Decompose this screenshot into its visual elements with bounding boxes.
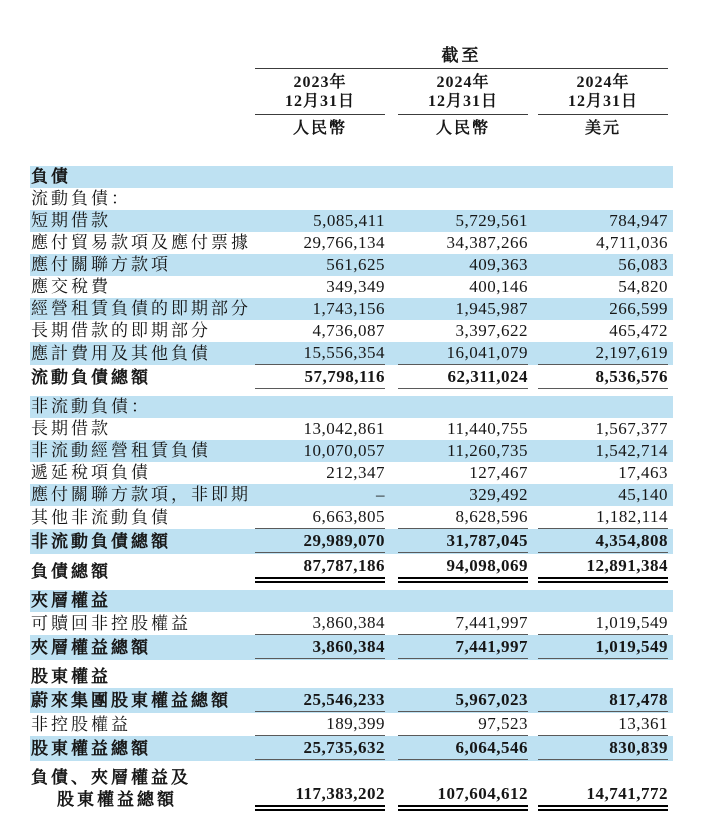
row-label-text: 短期借款: [31, 211, 111, 230]
value-2024-rmb: 6,064,546: [398, 737, 528, 760]
value-2024-rmb: 97,523: [398, 713, 528, 736]
row-label: [30, 418, 255, 440]
value-2024-usd: 1,019,549: [538, 612, 668, 635]
value-2024-rmb: 107,604,612: [398, 783, 528, 811]
row-label-text: 其他非流動負債: [31, 508, 171, 527]
row-label: [30, 320, 255, 342]
table-row: [30, 590, 673, 612]
currency-label-rmb-2023: 人民幣: [292, 120, 347, 137]
value-2024-usd: 45,140: [618, 485, 668, 504]
value-2024-usd: 266,599: [609, 299, 668, 318]
table-row: [30, 188, 673, 210]
table-row: [30, 440, 673, 462]
table-row: [30, 320, 673, 342]
row-label-text: 股東權益: [31, 667, 111, 686]
table-row: [30, 713, 673, 736]
liabilities-equity-table: [30, 166, 673, 812]
row-label: [30, 590, 255, 612]
table-row: [30, 418, 673, 440]
value-2023-rmb: 87,787,186: [255, 555, 385, 583]
value-2024-rmb: 329,492: [469, 485, 528, 504]
table-row: [30, 666, 673, 688]
table-header: [255, 46, 668, 140]
value-2024-usd: 13,361: [538, 713, 668, 736]
value-2024-rmb: 1,945,987: [455, 299, 528, 318]
row-label-text: 非流動負債：: [31, 397, 151, 416]
row-label-text: 夾層權益總額: [31, 638, 151, 657]
value-2023-rmb: 189,399: [255, 713, 385, 736]
row-label: [30, 343, 255, 365]
table-row: [30, 529, 673, 554]
row-label-text: 夾層權益: [31, 591, 111, 610]
currency-label-rmb-2024: 人民幣: [435, 120, 490, 137]
row-label-text: 負債、夾層權益及: [31, 768, 191, 787]
row-label-text: 應付貿易款項及應付票據: [31, 233, 251, 252]
row-label-text: 負債總額: [31, 562, 111, 581]
row-label-text: 應付關聯方款項: [31, 255, 171, 274]
currency-label-usd-2024: 美元: [584, 120, 621, 137]
table-row: [30, 232, 673, 254]
value-2024-rmb: 34,387,266: [446, 233, 528, 252]
table-row: [30, 462, 673, 484]
value-2024-usd: 4,711,036: [596, 233, 668, 252]
row-label-text: 應付關聯方款項，非即期: [31, 485, 251, 504]
value-2024-usd: 784,947: [609, 211, 668, 230]
value-2024-rmb: 5,967,023: [398, 689, 528, 712]
value-2023-rmb: 4,736,087: [312, 321, 385, 340]
row-label: [30, 613, 255, 635]
row-label: [30, 666, 255, 688]
row-label: [30, 232, 255, 254]
value-2024-usd: 54,820: [618, 277, 668, 296]
row-label: [30, 396, 255, 418]
row-label: [30, 767, 255, 811]
row-label-text: 非流動負債總額: [31, 532, 171, 551]
value-2023-rmb: 25,546,233: [255, 689, 385, 712]
row-label-text: 可贖回非控股權益: [31, 614, 191, 633]
row-label: [30, 276, 255, 298]
value-2024-rmb: 7,441,997: [398, 636, 528, 659]
value-2024-usd: 17,463: [618, 463, 668, 482]
value-2024-usd: 14,741,772: [538, 783, 668, 811]
row-label: [30, 440, 255, 462]
row-label-text: 非流動經營租賃負債: [31, 441, 211, 460]
row-label: [30, 254, 255, 276]
value-2023-rmb: 3,860,384: [255, 636, 385, 659]
value-2023-rmb: 29,766,134: [303, 233, 385, 252]
col-header-2023-rmb-date: 2023年 12月31日: [255, 73, 385, 115]
value-2024-rmb: 16,041,079: [398, 342, 528, 365]
row-label-text: 流動負債總額: [31, 368, 151, 387]
value-2023-rmb: 29,989,070: [255, 530, 385, 553]
row-label: [30, 210, 255, 232]
table-row: [30, 688, 673, 713]
value-2024-usd: 4,354,808: [538, 530, 668, 553]
row-label: [30, 738, 255, 760]
value-2024-rmb: 409,363: [469, 255, 528, 274]
row-label-text: 應計費用及其他負債: [31, 344, 211, 363]
row-label: [30, 561, 255, 583]
value-2023-rmb: 1,743,156: [312, 299, 385, 318]
table-row: [30, 612, 673, 635]
value-2023-rmb: 117,383,202: [255, 783, 385, 811]
row-label: [30, 188, 255, 210]
row-label-text: 流動負債：: [31, 189, 131, 208]
table-row: [30, 298, 673, 320]
table-row: [30, 736, 673, 761]
value-2024-rmb: 5,729,561: [455, 211, 528, 230]
table-row: [30, 365, 673, 390]
row-label: [30, 298, 255, 320]
row-label: [30, 714, 255, 736]
value-2024-usd: 830,839: [538, 737, 668, 760]
value-2024-usd: 1,019,549: [538, 636, 668, 659]
table-row: [30, 342, 673, 365]
value-2024-rmb: 11,260,735: [447, 441, 528, 460]
value-2024-usd: 56,083: [618, 255, 668, 274]
value-2023-rmb: 13,042,861: [303, 419, 385, 438]
row-label: [30, 462, 255, 484]
row-label-text: 蔚來集團股東權益總額: [31, 691, 231, 710]
table-row: [30, 276, 673, 298]
value-2023-rmb: –: [376, 485, 385, 504]
value-2024-usd: 1,542,714: [595, 441, 668, 460]
value-2023-rmb: 10,070,057: [303, 441, 385, 460]
row-label: [30, 484, 255, 506]
value-2023-rmb: 3,860,384: [255, 612, 385, 635]
row-label-text: 遞延稅項負債: [31, 463, 151, 482]
table-row: [30, 484, 673, 506]
row-label-text: 長期借款: [31, 419, 111, 438]
value-2024-usd: 1,182,114: [538, 506, 668, 529]
as-of-label: 截至: [255, 46, 668, 69]
col-header-2024-usd-date: 2024年 12月31日: [538, 73, 668, 115]
table-row: [30, 166, 673, 188]
currency-header-row: [255, 115, 668, 140]
value-2024-rmb: 127,467: [469, 463, 528, 482]
table-row: [30, 396, 673, 418]
table-row: [30, 210, 673, 232]
value-2024-rmb: 400,146: [469, 277, 528, 296]
value-2023-rmb: 25,735,632: [255, 737, 385, 760]
row-label-text: 非控股權益: [31, 715, 131, 734]
date-header-row: [255, 69, 668, 115]
table-row: [30, 554, 673, 584]
value-2024-rmb: 11,440,755: [447, 419, 528, 438]
row-label-text: 經營租賃負債的即期部分: [31, 299, 251, 318]
value-2024-usd: 817,478: [538, 689, 668, 712]
value-2023-rmb: 6,663,805: [255, 506, 385, 529]
row-label: [30, 367, 255, 389]
value-2023-rmb: 15,556,354: [255, 342, 385, 365]
value-2023-rmb: 561,625: [326, 255, 385, 274]
table-row: [30, 767, 673, 812]
value-2024-rmb: 31,787,045: [398, 530, 528, 553]
value-2024-rmb: 3,397,622: [455, 321, 528, 340]
row-label: [30, 637, 255, 659]
value-2023-rmb: 212,347: [326, 463, 385, 482]
value-2024-rmb: 7,441,997: [398, 612, 528, 635]
col-header-2024-rmb-date: 2024年 12月31日: [398, 73, 528, 115]
row-label-text: 應交稅費: [31, 277, 111, 296]
value-2024-usd: 1,567,377: [595, 419, 668, 438]
row-label-text-line2: 股東權益總額: [57, 790, 177, 809]
row-label: [30, 507, 255, 529]
row-label-text: 負債: [31, 167, 71, 186]
row-label-text: 股東權益總額: [31, 739, 151, 758]
value-2024-usd: 465,472: [609, 321, 668, 340]
value-2023-rmb: 349,349: [326, 277, 385, 296]
table-row: [30, 506, 673, 529]
row-label-text: 長期借款的即期部分: [31, 321, 211, 340]
value-2024-rmb: 8,628,596: [398, 506, 528, 529]
value-2023-rmb: 5,085,411: [313, 211, 385, 230]
value-2024-usd: 2,197,619: [538, 342, 668, 365]
value-2024-rmb: 62,311,024: [398, 366, 528, 389]
value-2024-usd: 12,891,384: [538, 555, 668, 583]
table-row: [30, 635, 673, 660]
row-label: [30, 531, 255, 553]
value-2024-usd: 8,536,576: [538, 366, 668, 389]
value-2024-rmb: 94,098,069: [398, 555, 528, 583]
row-label: [30, 690, 255, 712]
table-row: [30, 254, 673, 276]
value-2023-rmb: 57,798,116: [255, 366, 385, 389]
row-label: [30, 166, 255, 188]
